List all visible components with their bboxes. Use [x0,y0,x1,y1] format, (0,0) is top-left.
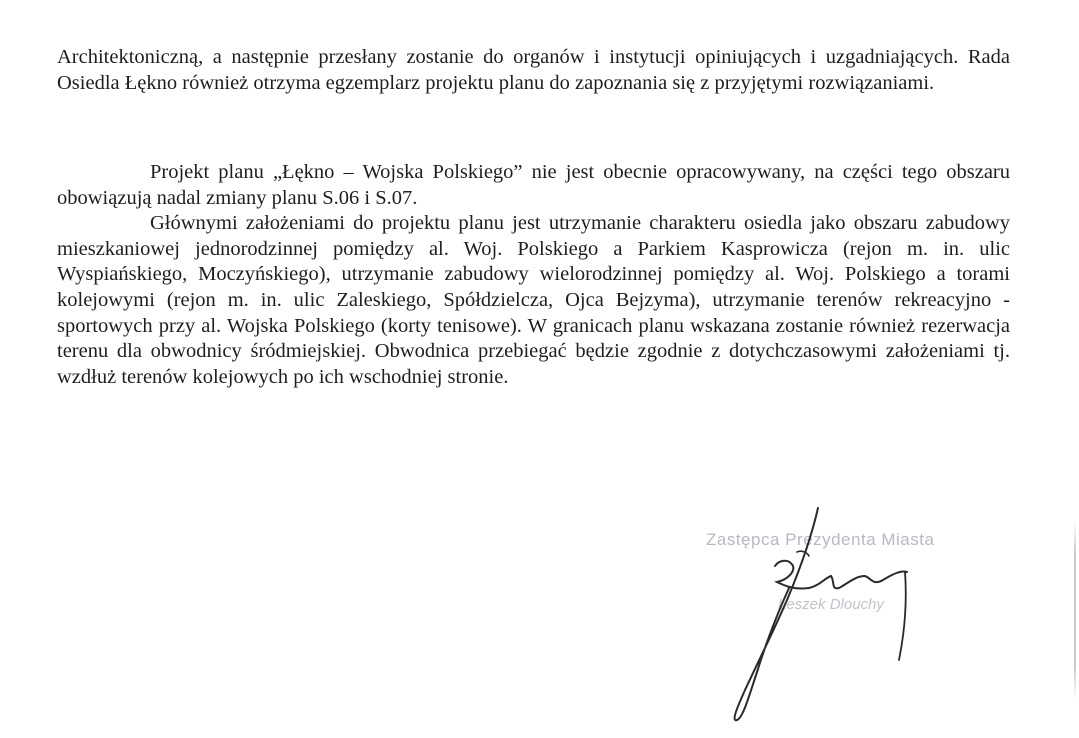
handwritten-signature [715,500,925,725]
stamp-name: Leszek Dlouchy [778,596,884,613]
scan-edge-line [1074,520,1076,700]
text-block-top [57,45,1010,96]
text-block-main [57,160,1010,390]
paragraph-3: Głównymi założeniami do projektu planu jest utrzymanie charakteru osiedla jako obszaru zabudowy mieszkaniowej jednorodzinnej pomiędzy al. Woj. Polskiego a Parkiem Kasprowicza (rejon m. in. ulic Wyspiańskiego, Moczyńskiego), utrzymanie zabudowy wielorodzinnej pomiędzy al. Woj. Polskiego a torami kolejowymi (rejon m. in. ulic Zaleskiego, Spółdzielcza, Ojca Bejzyma), utrzymanie terenów rekreacyjno - sportowych przy al. Wojska Polskiego (korty tenisowe). W granicach planu wskazana zostanie również rezerwacja terenu dla obwodnicy śródmiejskiej. Obwodnica przebiegać będzie zgodnie z dotychczasowymi założeniami tj. wzdłuż terenów kolejowych po ich wschodniej stronie. [57,212,1010,388]
paragraph-1: Architektoniczną, a następnie przesłany zostanie do organów i instytucji opiniujących i uzgadniających. Rada Osiedla Łękno również otrzyma egzemplarz projektu planu do zapoznania się z przyjętymi rozwiązaniami. [57,46,1010,94]
paragraph-2: Projekt planu „Łękno – Wojska Polskiego” nie jest obecnie opracowywany, na części tego obszaru obowiązują nadal zmiany planu S.06 i S.07. [57,161,1010,209]
stamp-title: Zastępca Prezydenta Miasta [706,530,935,549]
